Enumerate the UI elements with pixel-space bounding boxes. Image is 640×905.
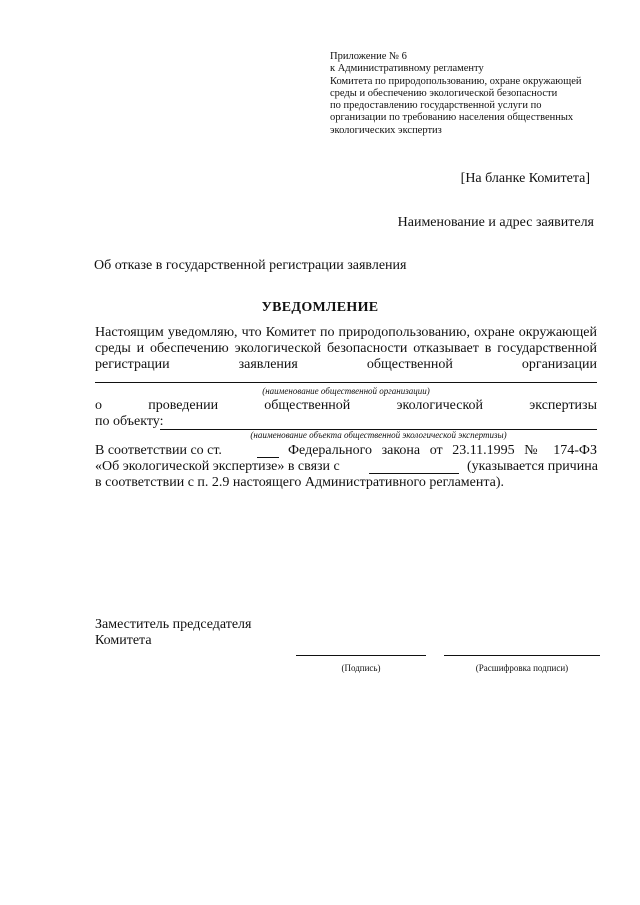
appendix-line: Приложение № 6	[330, 51, 407, 62]
body-line: в соответствии с п. 2.9 настоящего Административного регламента).	[95, 475, 505, 490]
body-line: о проведении общественной экологической экспертизы	[95, 398, 597, 413]
appendix-line: по предоставлению государственной услуги по	[330, 100, 542, 112]
body-line: регистрации заявления общественной организации	[95, 357, 597, 372]
appendix-line: к Административному регламенту	[330, 63, 484, 75]
document-subject: Об отказе в государственной регистрации заявления	[94, 258, 407, 273]
body-line-reason-b: (указывается причина	[467, 459, 598, 474]
org-name-caption: (наименование общественной организации)	[262, 386, 430, 396]
appendix-line: среды и обеспечению экологической безопасности	[330, 87, 558, 99]
signature-caption: (Подпись)	[341, 663, 381, 673]
body-line-law-a: В соответствии со ст.	[95, 443, 222, 458]
body-line: среды и обеспечению экологической безопасности отказывает в государственной	[95, 341, 597, 356]
body-line-object-prefix: по объекту:	[95, 414, 164, 429]
applicant-name-address: Наименование и адрес заявителя	[397, 215, 594, 230]
signer-position: Комитета	[95, 633, 152, 648]
signature-decode-caption: (Расшифровка подписи)	[475, 663, 569, 673]
body-line-law-b: Федерального закона от 23.11.1995 № 174-ФЗ	[288, 443, 597, 458]
signer-position: Заместитель председателя	[95, 617, 252, 632]
signature-line	[296, 655, 426, 656]
object-name-caption: (наименование объекта общественной экологической экспертизы)	[250, 430, 507, 440]
document-title: УВЕДОМЛЕНИЕ	[261, 300, 379, 315]
appendix-line: организации по требованию населения общественных	[330, 112, 574, 124]
body-line: Настоящим уведомляю, что Комитет по природопользованию, охране окружающей	[95, 325, 597, 340]
body-line-reason-a: «Об экологической экспертизе» в связи с	[95, 459, 340, 474]
appendix-line: Комитета по природопользованию, охране окружающей	[330, 75, 582, 87]
letterhead-note: [На бланке Комитета]	[460, 171, 590, 186]
reason-blank-line	[369, 473, 459, 474]
appendix-line: экологических экспертиз	[330, 124, 442, 136]
appendix-header	[330, 51, 620, 137]
org-name-blank-line	[95, 382, 597, 383]
article-blank-line	[257, 457, 279, 458]
signature-decode-line	[444, 655, 600, 656]
